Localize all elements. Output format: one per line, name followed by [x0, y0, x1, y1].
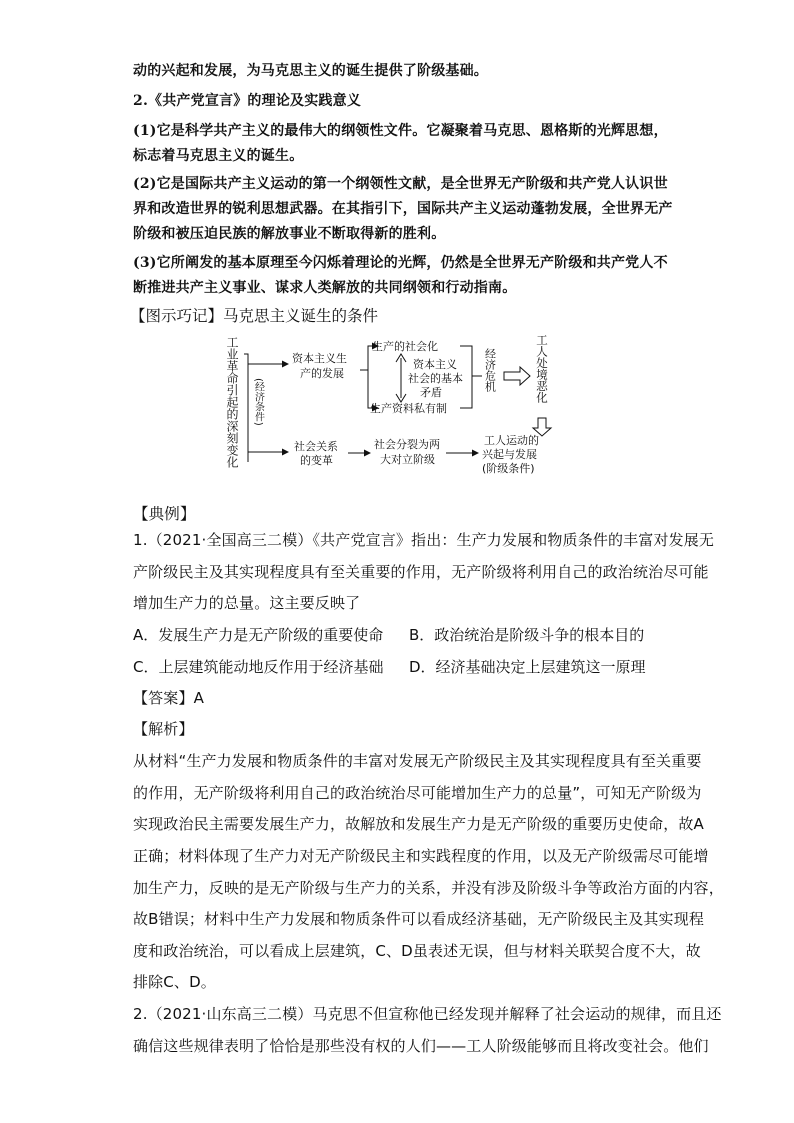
option-b: B．政治统治是阶级斗争的根本目的: [409, 626, 645, 644]
worker-movement-1: 工人运动的: [484, 434, 539, 447]
worker-movement-2: 兴起与发展: [482, 448, 537, 461]
text-line: 界和改造世界的锐利思想武器。在其指引下，国际共产主义运动蓬勃发展，全世界无产: [133, 201, 673, 217]
text-line: (2)它是国际共产主义运动的第一个纲领性文献，是全世界无产阶级和共产党人认识世: [133, 176, 668, 192]
question-line: 2.（2021·山东高三二模）马克思不但宣称他已经发现并解释了社会运动的规律，而且还: [133, 1005, 722, 1023]
diagram-heading: 【图示巧记】马克思主义诞生的条件: [130, 307, 379, 325]
question-line: 确信这些规律表明了恰恰是那些没有权的人们——工人阶级能够而且将改变社会。他们: [133, 1037, 709, 1055]
cap-dev-2: 产的发展: [300, 367, 344, 380]
social-relations-1: 社会关系: [294, 440, 338, 453]
analysis-line: 正确；材料体现了生产力对无产阶级民主和实践程度的作用，以及无产阶级需尽可能增: [133, 847, 709, 865]
class-split-1: 社会分裂为两: [374, 438, 440, 451]
text-line: (1)它是科学共产主义的最伟大的纲领性文件。它凝聚着马克思、恩格斯的光辉思想，: [133, 123, 668, 139]
text-line: 断推进共产主义事业、谋求人类解放的共同纲领和行动指南。: [133, 280, 517, 296]
analysis-line: 的作用，无产阶级将利用自己的政治统治尽可能增加生产力的总量”，可知无产阶级为: [133, 784, 702, 802]
analysis-tag: 【解析】: [133, 720, 194, 738]
option-c: C．上层建筑能动地反作用于经济基础: [133, 658, 384, 676]
analysis-line: 实现政治民主需要发展生产力，故解放和发展生产力是无产阶级的重要历史使命，故A: [133, 815, 704, 833]
contradiction-2: 社会的基本: [408, 372, 463, 385]
option-d: D．经济基础决定上层建筑这一原理: [409, 658, 646, 676]
option-a: A．发展生产力是无产阶级的重要使命: [133, 626, 384, 644]
analysis-line: 度和政治统治，可以看成上层建筑，C、D虽表述无误，但与材料关联契合度不大，故: [133, 942, 701, 960]
text-line: (3)它所阐发的基本原理至今闪烁着理论的光辉，仍然是全世界无产阶级和共产党人不: [133, 255, 668, 271]
class-split-2: 大对立阶级: [380, 453, 435, 466]
social-relations-2: 的变革: [300, 454, 333, 467]
left-vertical-text: 工业革命引起的深刻变化: [225, 336, 239, 468]
answer: 【答案】A: [133, 689, 205, 707]
text-line: 标志着马克思主义的诞生。: [133, 148, 304, 164]
question-line: 1.（2021·全国高三二模）《共产党宣言》指出：生产力发展和物质条件的丰富对发展无: [133, 531, 715, 549]
cap-dev-1: 资本主义生: [292, 352, 347, 365]
example-tag: 【典例】: [133, 505, 196, 523]
analysis-line: 加生产力，反映的是无产阶级与生产力的关系，并没有涉及阶级斗争等政治方面的内容，: [133, 879, 724, 897]
question-line: 产阶级民主及其实现程度具有至关重要的作用，无产阶级将利用自己的政治统治尽可能: [133, 563, 709, 581]
econ-condition-label: (经济条件): [252, 378, 264, 426]
contradiction-3: 矛盾: [420, 386, 442, 399]
concept-diagram: [220, 332, 560, 482]
question-line: 增加生产力的总量。这主要反映了: [133, 594, 361, 612]
section-title: 2.《共产党宣言》的理论及实践意义: [133, 93, 362, 109]
worker-movement-3: (阶级条件): [482, 462, 535, 475]
private-ownership: 生产资料私有制: [370, 402, 447, 415]
analysis-line: 排除C、D。: [133, 973, 216, 991]
economic-crisis: 经济危机: [483, 348, 497, 392]
analysis-line: 从材料“生产力发展和物质条件的丰富对发展无产阶级民主及其实现程度具有至关重要: [133, 752, 702, 770]
social-production: 生产的社会化: [372, 340, 438, 353]
text-line: 阶级和被压迫民族的解放事业不断取得新的胜利。: [133, 226, 446, 242]
contradiction-1: 资本主义: [413, 358, 457, 371]
text-line: 动的兴起和发展，为马克思主义的诞生提供了阶级基础。: [133, 63, 488, 79]
analysis-line: 故B错误；材料中生产力发展和物质条件可以看成经济基础，无产阶级民主及其实现程: [133, 910, 704, 928]
worker-situation: 工人处境恶化: [535, 334, 549, 403]
